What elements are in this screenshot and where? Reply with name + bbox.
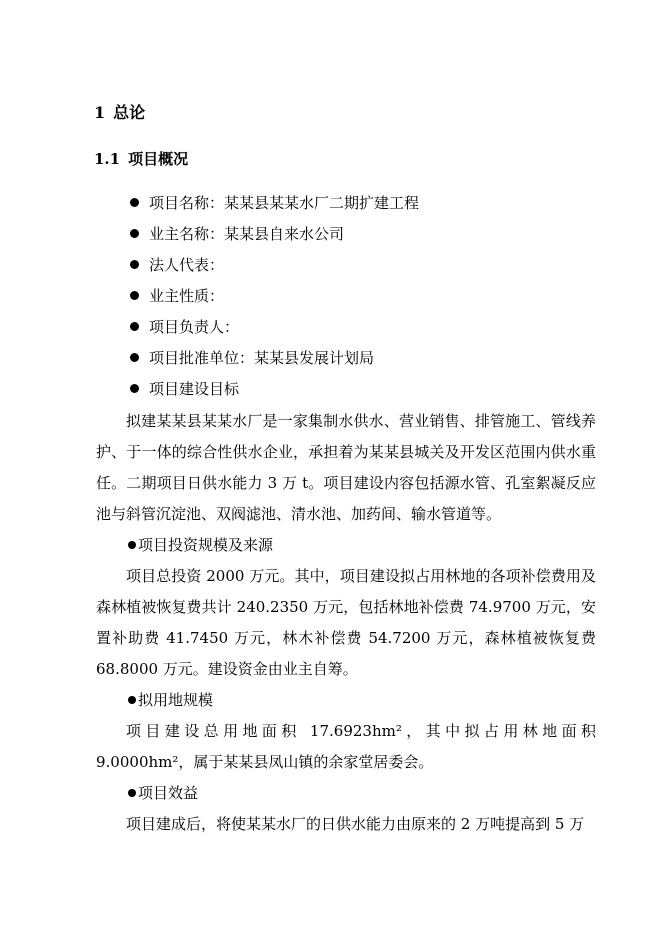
section-heading-1-1 [94,148,188,169]
bullet-icon [128,696,136,704]
section-heading-1 [94,100,145,123]
paragraph-benefit: 项目建成后，将使某某水厂的日供水能力由原来的 2 万吨提高到 5 万 [126,815,585,833]
paragraph-goal: 拟建某某县某某水厂是一家集制水供水、营业销售、排管施工、管线养护、于一体的综合性供水企业，承担着为某某县城关及开发区范围内供水重任。二期项目日供水能力 3 万 t。项目建设内容包括源水管、孔室絮凝反应池与斜管沉淀池、双阀滤池、清水池、加药间、输水管道等。 [96,412,596,523]
list-item: 项目名称：某某县某某水厂二期扩建工程 [130,188,600,219]
bullet-icon [128,789,136,797]
bullet-icon [130,198,139,207]
list-item: 项目建设目标 [130,374,600,405]
list-item: 项目负责人： [130,312,600,343]
paragraph-investment: 项目总投资 2000 万元。其中，项目建设拟占用林地的各项补偿费用及森林植被恢复费共计 240.2350 万元，包括林地补偿费 74.9700 万元，安置补助费 41.7450 万元，林木补偿费 54.7200 万元，森林植被恢复费 68.8000 万元。建设资金由业主自筹。 [96,567,596,678]
bullet-icon [130,384,139,393]
paragraph-land: 项目建设总用地面积 17.6923hm²，其中拟占用林地面积 9.0000hm²，属于某某县凤山镇的余家堂居委会。 [96,722,596,771]
subheading-land: 拟用地规模 [96,685,596,716]
list-item: 法人代表： [130,250,600,281]
subheading-benefit: 项目效益 [96,778,596,809]
bullet-icon [130,291,139,300]
list-item: 项目批准单位：某某县发展计划局 [130,343,600,374]
list-item: 业主名称：某某县自来水公司 [130,219,600,250]
body-content [96,406,596,840]
subsection-number: 1.1 [94,150,121,168]
bullet-icon [130,260,139,269]
bullet-icon [130,229,139,238]
project-info-list [130,188,600,405]
bullet-icon [130,353,139,362]
subsection-title: 项目概况 [128,150,189,168]
section-title: 总论 [113,103,146,122]
subheading-investment: 项目投资规模及来源 [96,530,596,561]
bullet-icon [130,322,139,331]
section-number: 1 [94,103,106,122]
bullet-icon [128,541,136,549]
list-item: 业主性质： [130,281,600,312]
